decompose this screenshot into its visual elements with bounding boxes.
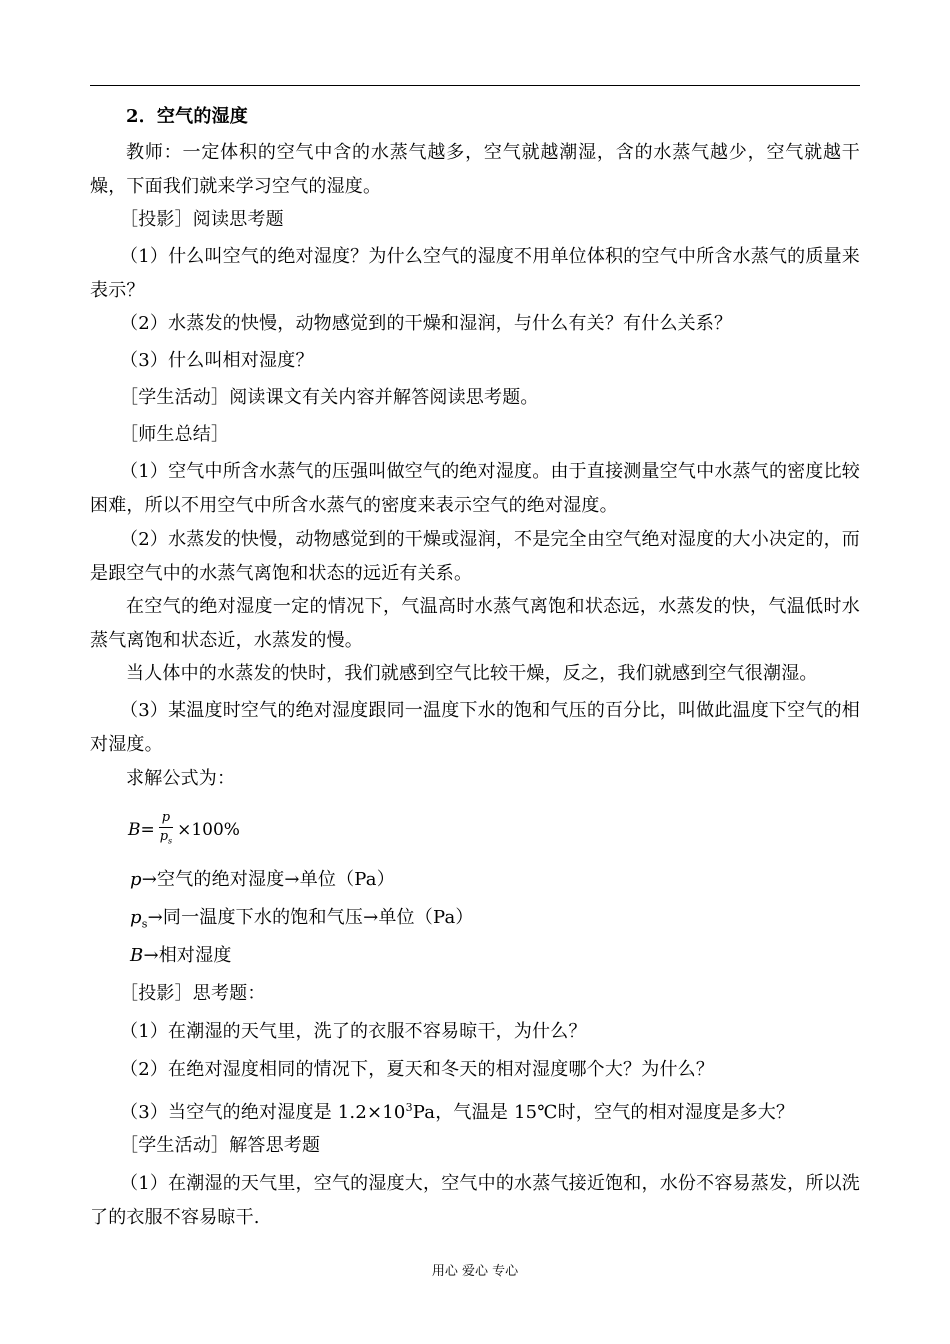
paragraph: （3）当空气的绝对湿度是 $1.2\times 10^3Pa$，气温是 15℃时，空气的相对湿度是多大？ bbox=[120, 1101, 795, 1123]
paragraph: ［学生活动］解答思考题 bbox=[120, 1135, 321, 1156]
formula-rhs: ×100% bbox=[177, 820, 240, 840]
paragraph: 求解公式为： bbox=[126, 768, 236, 789]
header-rule bbox=[90, 85, 860, 86]
paragraph: （3）某温度时空气的绝对湿度跟同一温度下水的饱和气压的百分比，叫做此温度下空气的相对湿度。 bbox=[90, 700, 860, 755]
paragraph: 在空气的绝对湿度一定的情况下，气温高时水蒸气离饱和状态远，水蒸发的快，气温低时水蒸气离饱和状态近，水蒸发的慢。 bbox=[90, 596, 860, 651]
section-heading: 2．空气的湿度 bbox=[126, 106, 248, 127]
formula-numerator: p bbox=[159, 809, 173, 828]
paragraph: （3）什么叫相对湿度？ bbox=[120, 350, 314, 371]
formula-lhs: B= bbox=[128, 820, 155, 840]
formula-denominator: $p_s$ bbox=[159, 829, 173, 846]
paragraph: ［学生活动］阅读课文有关内容并解答阅读思考题。 bbox=[120, 387, 539, 408]
relative-humidity-formula bbox=[128, 808, 240, 852]
formula-fraction bbox=[159, 809, 173, 851]
paragraph: （2）在绝对湿度相同的情况下，夏天和冬天的相对湿度哪个大？为什么？ bbox=[120, 1059, 715, 1080]
paragraph: ［投影］思考题： bbox=[120, 983, 266, 1004]
paragraph: （1）在潮湿的天气里，洗了的衣服不容易晾干，为什么？ bbox=[120, 1021, 587, 1042]
paragraph: ［投影］阅读思考题 bbox=[120, 209, 284, 230]
definition-p: p→空气的绝对湿度→单位（Pa） bbox=[130, 869, 395, 890]
definition-b: B→相对湿度 bbox=[130, 945, 232, 966]
paragraph: 教师：一定体积的空气中含的水蒸气越多，空气就越潮湿，含的水蒸气越少，空气就越干燥，下面我们就来学习空气的湿度。 bbox=[90, 142, 860, 197]
paragraph: （2）水蒸发的快慢，动物感觉到的干燥和湿润，与什么有关？有什么关系？ bbox=[120, 313, 733, 334]
definition-ps: $p_s\to$同一温度下水的饱和气压→单位（Pa） bbox=[130, 907, 474, 931]
page-footer: 用心 爱心 专心 bbox=[431, 1264, 519, 1279]
paragraph: ［师生总结］ bbox=[120, 424, 230, 445]
paragraph: （1）空气中所含水蒸气的压强叫做空气的绝对湿度。由于直接测量空气中水蒸气的密度比较困难，所以不用空气中所含水蒸气的密度来表示空气的绝对湿度。 bbox=[90, 461, 860, 516]
paragraph: 当人体中的水蒸发的快时，我们就感到空气比较干燥，反之，我们就感到空气很潮湿。 bbox=[126, 663, 818, 684]
paragraph: （1）什么叫空气的绝对湿度？为什么空气的湿度不用单位体积的空气中所含水蒸气的质量来表示？ bbox=[90, 246, 860, 301]
paragraph: （2）水蒸发的快慢，动物感觉到的干燥或湿润，不是完全由空气绝对湿度的大小决定的，而是跟空气中的水蒸气离饱和状态的远近有关系。 bbox=[90, 529, 860, 584]
paragraph: （1）在潮湿的天气里，空气的湿度大，空气中的水蒸气接近饱和，水份不容易蒸发，所以洗了的衣服不容易晾干. bbox=[90, 1173, 860, 1228]
